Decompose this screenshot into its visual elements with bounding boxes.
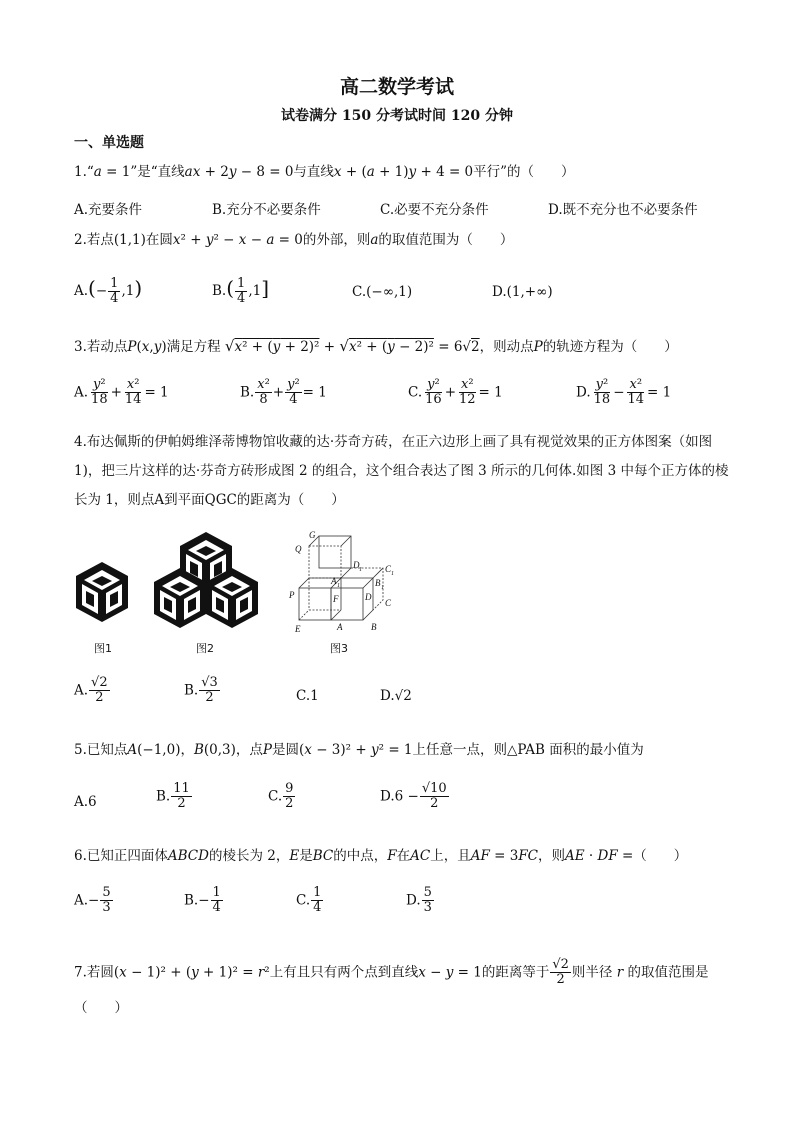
question-3-text: 3.若动点P(x,y)满足方程 √x² + (y + 2)² + √x² + (y − 2)² = 6√2，则动点P的轨迹方程为（ ） bbox=[74, 337, 678, 355]
svg-text:P: P bbox=[289, 590, 295, 600]
q3-option-a: A. $\frac{\text{y²}}{18}$ + $\frac{\text{x²}}{14}$ = 1 bbox=[74, 377, 169, 408]
q3-option-c: C. $\frac{\text{y²}}{16}$ + $\frac{\text{x²}}{12}$ = 1 bbox=[408, 377, 503, 408]
q4-option-a: A. $\frac{√2}{2}$ bbox=[74, 675, 108, 706]
q5-option-a: A.6 bbox=[74, 794, 97, 810]
svg-text:Q: Q bbox=[295, 544, 302, 554]
figure-1-cube bbox=[72, 560, 132, 624]
svg-text:E: E bbox=[295, 624, 301, 634]
svg-text:1: 1 bbox=[337, 583, 340, 589]
q6-option-d: D. $\frac{5}{3}$ bbox=[406, 885, 432, 916]
svg-text:B: B bbox=[371, 622, 377, 632]
q3-option-d: D. $\frac{\text{y²}}{18}$ − $\frac{\text{x²}}{14}$ = 1 bbox=[576, 377, 672, 408]
q1-option-a: A.充要条件 bbox=[74, 202, 143, 218]
svg-text:G: G bbox=[309, 530, 316, 540]
figure-1-label: 图1 bbox=[94, 642, 112, 655]
question-5-text: 5.已知点A(−1,0)，B(0,3)，点P是圆(x − 3)² + y² = 1上任意一点，则△PAB 面积的最小值为 bbox=[74, 742, 644, 758]
section-heading: 一、单选题 bbox=[74, 135, 144, 151]
q2-option-b: B.( $\frac{1}{4}$ ,1] bbox=[212, 275, 270, 306]
q5-option-d: D.6 − $\frac{√10}{2}$ bbox=[380, 781, 447, 812]
q4-option-c: C.1 bbox=[296, 688, 319, 704]
q6-option-b: B.− $\frac{1}{4}$ bbox=[184, 885, 221, 916]
q5-option-c: C. $\frac{9}{2}$ bbox=[268, 781, 294, 812]
q1-option-d: D.既不充分也不必要条件 bbox=[548, 202, 698, 218]
q4-option-d: D.√2 bbox=[380, 688, 412, 704]
figure-2-label: 图2 bbox=[196, 642, 214, 655]
svg-text:A: A bbox=[337, 622, 343, 632]
q1-option-b: B.充分不必要条件 bbox=[212, 202, 321, 218]
figure-3-label: 图3 bbox=[330, 642, 348, 655]
svg-text:1: 1 bbox=[359, 567, 362, 573]
question-7-blank: （ ） bbox=[74, 1000, 128, 1016]
exam-title: 高二数学考试 bbox=[339, 76, 454, 98]
q2-option-a: A.(− $\frac{1}{4}$ ,1) bbox=[74, 275, 143, 306]
q2-option-c: C.(−∞,1) bbox=[352, 284, 413, 300]
question-4-text: 4.布达佩斯的伊帕姆维泽蒂博物馆收藏的达·芬奇方砖，在正六边形上画了具有视觉效果的正方体图案（如图1)，把三片这样的达·芬奇方砖形成图 2 的组合，这个组合表达了图 3 所示的几何体.如图 3 中每个正方体的棱长为 1，则点A到平面QGC的距离为（ ） bbox=[74, 434, 729, 508]
question-1-text: 1.“a = 1”是“直线ax + 2y − 8 = 0与直线x + (a + 1)y + 4 = 0平行”的（ ） bbox=[74, 164, 575, 180]
q2-option-d: D.(1,+∞) bbox=[492, 284, 553, 300]
svg-text:1: 1 bbox=[381, 585, 384, 591]
exam-subtitle: 试卷满分 150 分考试时间 120 分钟 bbox=[281, 108, 513, 124]
q6-option-c: C. $\frac{1}{4}$ bbox=[296, 885, 322, 916]
q6-option-a: A.− $\frac{5}{3}$ bbox=[74, 885, 111, 916]
q1-option-c: C.必要不充分条件 bbox=[380, 202, 489, 218]
q3-option-b: B. $\frac{\text{x²}}{8}$ + $\frac{\text{y²}}{4}$ = 1 bbox=[240, 377, 327, 408]
question-2-text: 2.若点(1,1)在圆x² + y² − x − a = 0的外部，则a的取值范围为（ ） bbox=[74, 232, 514, 248]
q5-option-b: B. $\frac{11}{2}$ bbox=[156, 781, 190, 812]
svg-text:C: C bbox=[385, 564, 392, 574]
svg-text:A: A bbox=[331, 576, 337, 586]
figure-2-cubes bbox=[150, 530, 262, 630]
svg-text:D: D bbox=[365, 592, 372, 602]
svg-text:1: 1 bbox=[391, 571, 394, 577]
svg-text:F: F bbox=[333, 594, 339, 604]
svg-text:C: C bbox=[385, 598, 392, 608]
question-6-text: 6.已知正四面体ABCD的棱长为 2，E是BC的中点，F在AC上，且AF = 3FC，则AE · DF =（ ） bbox=[74, 848, 688, 864]
svg-text:D: D bbox=[353, 560, 360, 570]
figure-3-geometry bbox=[285, 528, 415, 640]
question-7-text: 7.若圆(x − 1)² + (y + 1)² = r²上有且只有两个点到直线x − y = 1的距离等于 $\frac{√2}{2}$ 则半径 r 的取值范围是 bbox=[74, 957, 709, 988]
q4-option-b: B. $\frac{√3}{2}$ bbox=[184, 675, 218, 706]
svg-text:B: B bbox=[375, 578, 381, 588]
